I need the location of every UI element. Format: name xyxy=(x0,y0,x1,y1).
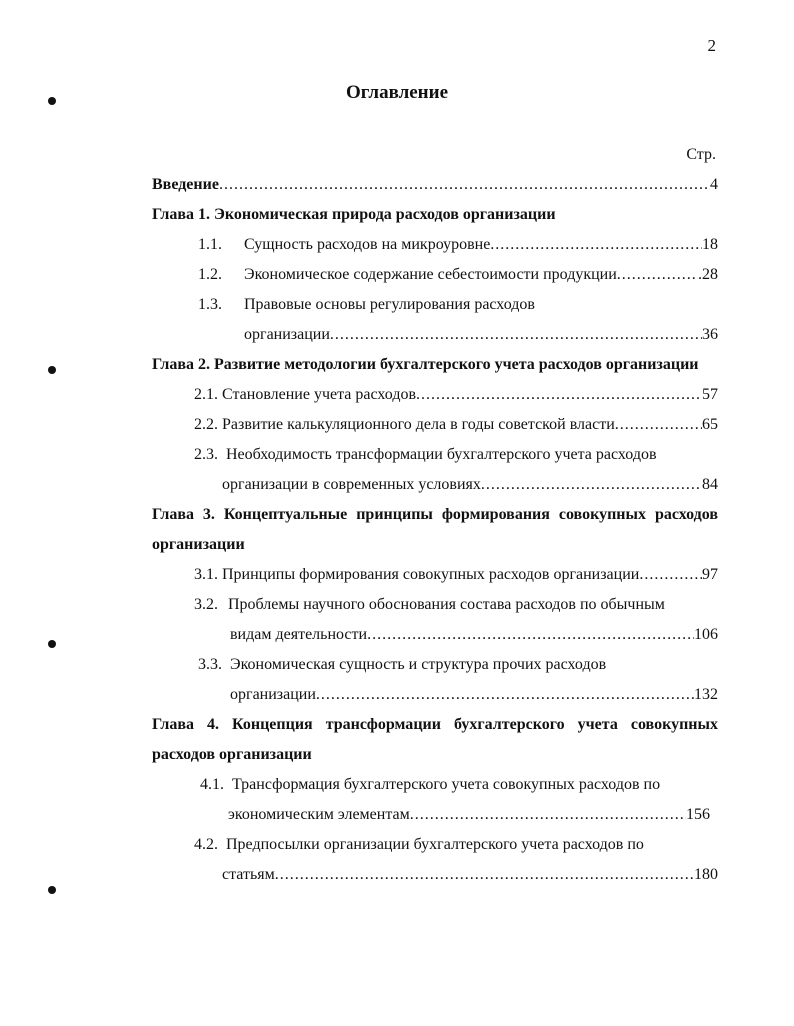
section-title-continued: организации в современных условиях xyxy=(222,476,481,493)
toc-section-1-3 xyxy=(152,290,718,320)
section-number: 3.1. xyxy=(194,566,218,583)
section-title: Принципы формирования совокупных расходов организации xyxy=(222,566,640,583)
intro-label: Введение xyxy=(152,176,219,193)
leader-dots xyxy=(330,320,702,350)
page-number: 2 xyxy=(707,36,716,55)
section-page: 106 xyxy=(694,626,718,643)
section-title: Экономическая сущность и структура прочих расходов xyxy=(230,656,607,673)
chapter-3-heading: Глава 3. Концептуальные принципы формирования совокупных расходов организации xyxy=(152,506,718,553)
leader-dots xyxy=(639,560,702,590)
leader-dots xyxy=(367,620,694,650)
chapter-1-heading: Глава 1. Экономическая природа расходов организации xyxy=(152,206,556,223)
toc-section-3-2 xyxy=(152,590,718,620)
toc-section-4-1-cont xyxy=(152,800,710,830)
section-page: 36 xyxy=(702,326,718,343)
toc-section-2-2 xyxy=(152,410,718,440)
intro-page: 4 xyxy=(710,176,718,193)
section-number: 3.2. xyxy=(194,596,218,613)
section-page: 180 xyxy=(694,866,718,883)
punch-hole-3 xyxy=(48,640,56,648)
leader-dots xyxy=(275,860,694,890)
leader-dots xyxy=(416,380,702,410)
section-title-continued: организации xyxy=(230,686,316,703)
page-column-label: Стр. xyxy=(686,146,716,163)
toc-section-2-3 xyxy=(152,440,718,470)
section-page: 57 xyxy=(702,386,718,403)
toc-section-3-2-cont xyxy=(152,620,718,650)
toc-section-4-1 xyxy=(152,770,718,800)
toc-section-1-3-cont xyxy=(152,320,718,350)
toc-section-2-3-cont xyxy=(152,470,718,500)
section-number: 2.3. xyxy=(194,446,218,463)
leader-dots xyxy=(316,680,694,710)
section-title: Развитие калькуляционного дела в годы советской власти xyxy=(222,416,615,433)
chapter-2-heading: Глава 2. Развитие методологии бухгалтерского учета расходов организации xyxy=(152,356,699,373)
punch-hole-2 xyxy=(48,366,56,374)
leader-dots xyxy=(219,170,710,200)
section-title: Трансформация бухгалтерского учета совокупных расходов по xyxy=(232,776,661,793)
leader-dots xyxy=(617,260,698,290)
section-page: 97 xyxy=(702,566,718,583)
section-title-continued: статьям xyxy=(222,866,275,883)
section-number: 3.3. xyxy=(198,656,222,673)
section-number: 2.1. xyxy=(194,386,218,403)
section-page: .28 xyxy=(698,266,718,283)
section-page: 156 xyxy=(686,806,710,823)
section-title: Экономическое содержание себестоимости продукции xyxy=(244,266,617,283)
section-number: 4.2. xyxy=(194,836,218,853)
table-of-contents xyxy=(152,170,718,890)
toc-section-3-3 xyxy=(152,650,718,680)
section-title: Становление учета расходов xyxy=(222,386,417,403)
section-title: Необходимость трансформации бухгалтерского учета расходов xyxy=(226,446,657,463)
toc-section-4-2 xyxy=(152,830,718,860)
chapter-4-heading: Глава 4. Концепция трансформации бухгалтерского учета совокупных расходов организации xyxy=(152,716,718,763)
section-number: 2.2. xyxy=(194,416,218,433)
section-page: 84 xyxy=(702,476,718,493)
section-title: Правовые основы регулирования расходов xyxy=(244,296,535,313)
toc-section-1-2 xyxy=(152,260,718,290)
section-number: 1.2. xyxy=(198,266,222,283)
section-title-continued: экономическим элементам xyxy=(228,806,410,823)
section-page: 132 xyxy=(694,686,718,703)
section-number: 1.3. xyxy=(198,296,222,313)
toc-title: Оглавление xyxy=(345,82,449,103)
section-title-continued: организации xyxy=(244,326,330,343)
section-page: 65 xyxy=(702,416,718,433)
section-title: Проблемы научного обоснования состава расходов по обычным xyxy=(228,596,665,613)
leader-dots xyxy=(410,800,686,830)
toc-section-4-2-cont xyxy=(152,860,718,890)
leader-dots xyxy=(615,410,702,440)
leader-dots xyxy=(490,230,702,260)
section-title-continued: видам деятельности xyxy=(230,626,368,643)
toc-section-2-1 xyxy=(152,380,718,410)
toc-intro-entry xyxy=(152,170,718,200)
section-number: 4.1. xyxy=(200,776,224,793)
toc-section-3-1 xyxy=(152,560,718,590)
punch-hole-4 xyxy=(48,886,56,894)
section-title: Предпосылки организации бухгалтерского учета расходов по xyxy=(226,836,644,853)
section-title: Сущность расходов на микроуровне xyxy=(244,236,491,253)
leader-dots xyxy=(481,470,702,500)
toc-section-3-3-cont xyxy=(152,680,718,710)
section-page: 18 xyxy=(702,236,718,253)
section-number: 1.1. xyxy=(198,236,222,253)
toc-section-1-1 xyxy=(152,230,718,260)
